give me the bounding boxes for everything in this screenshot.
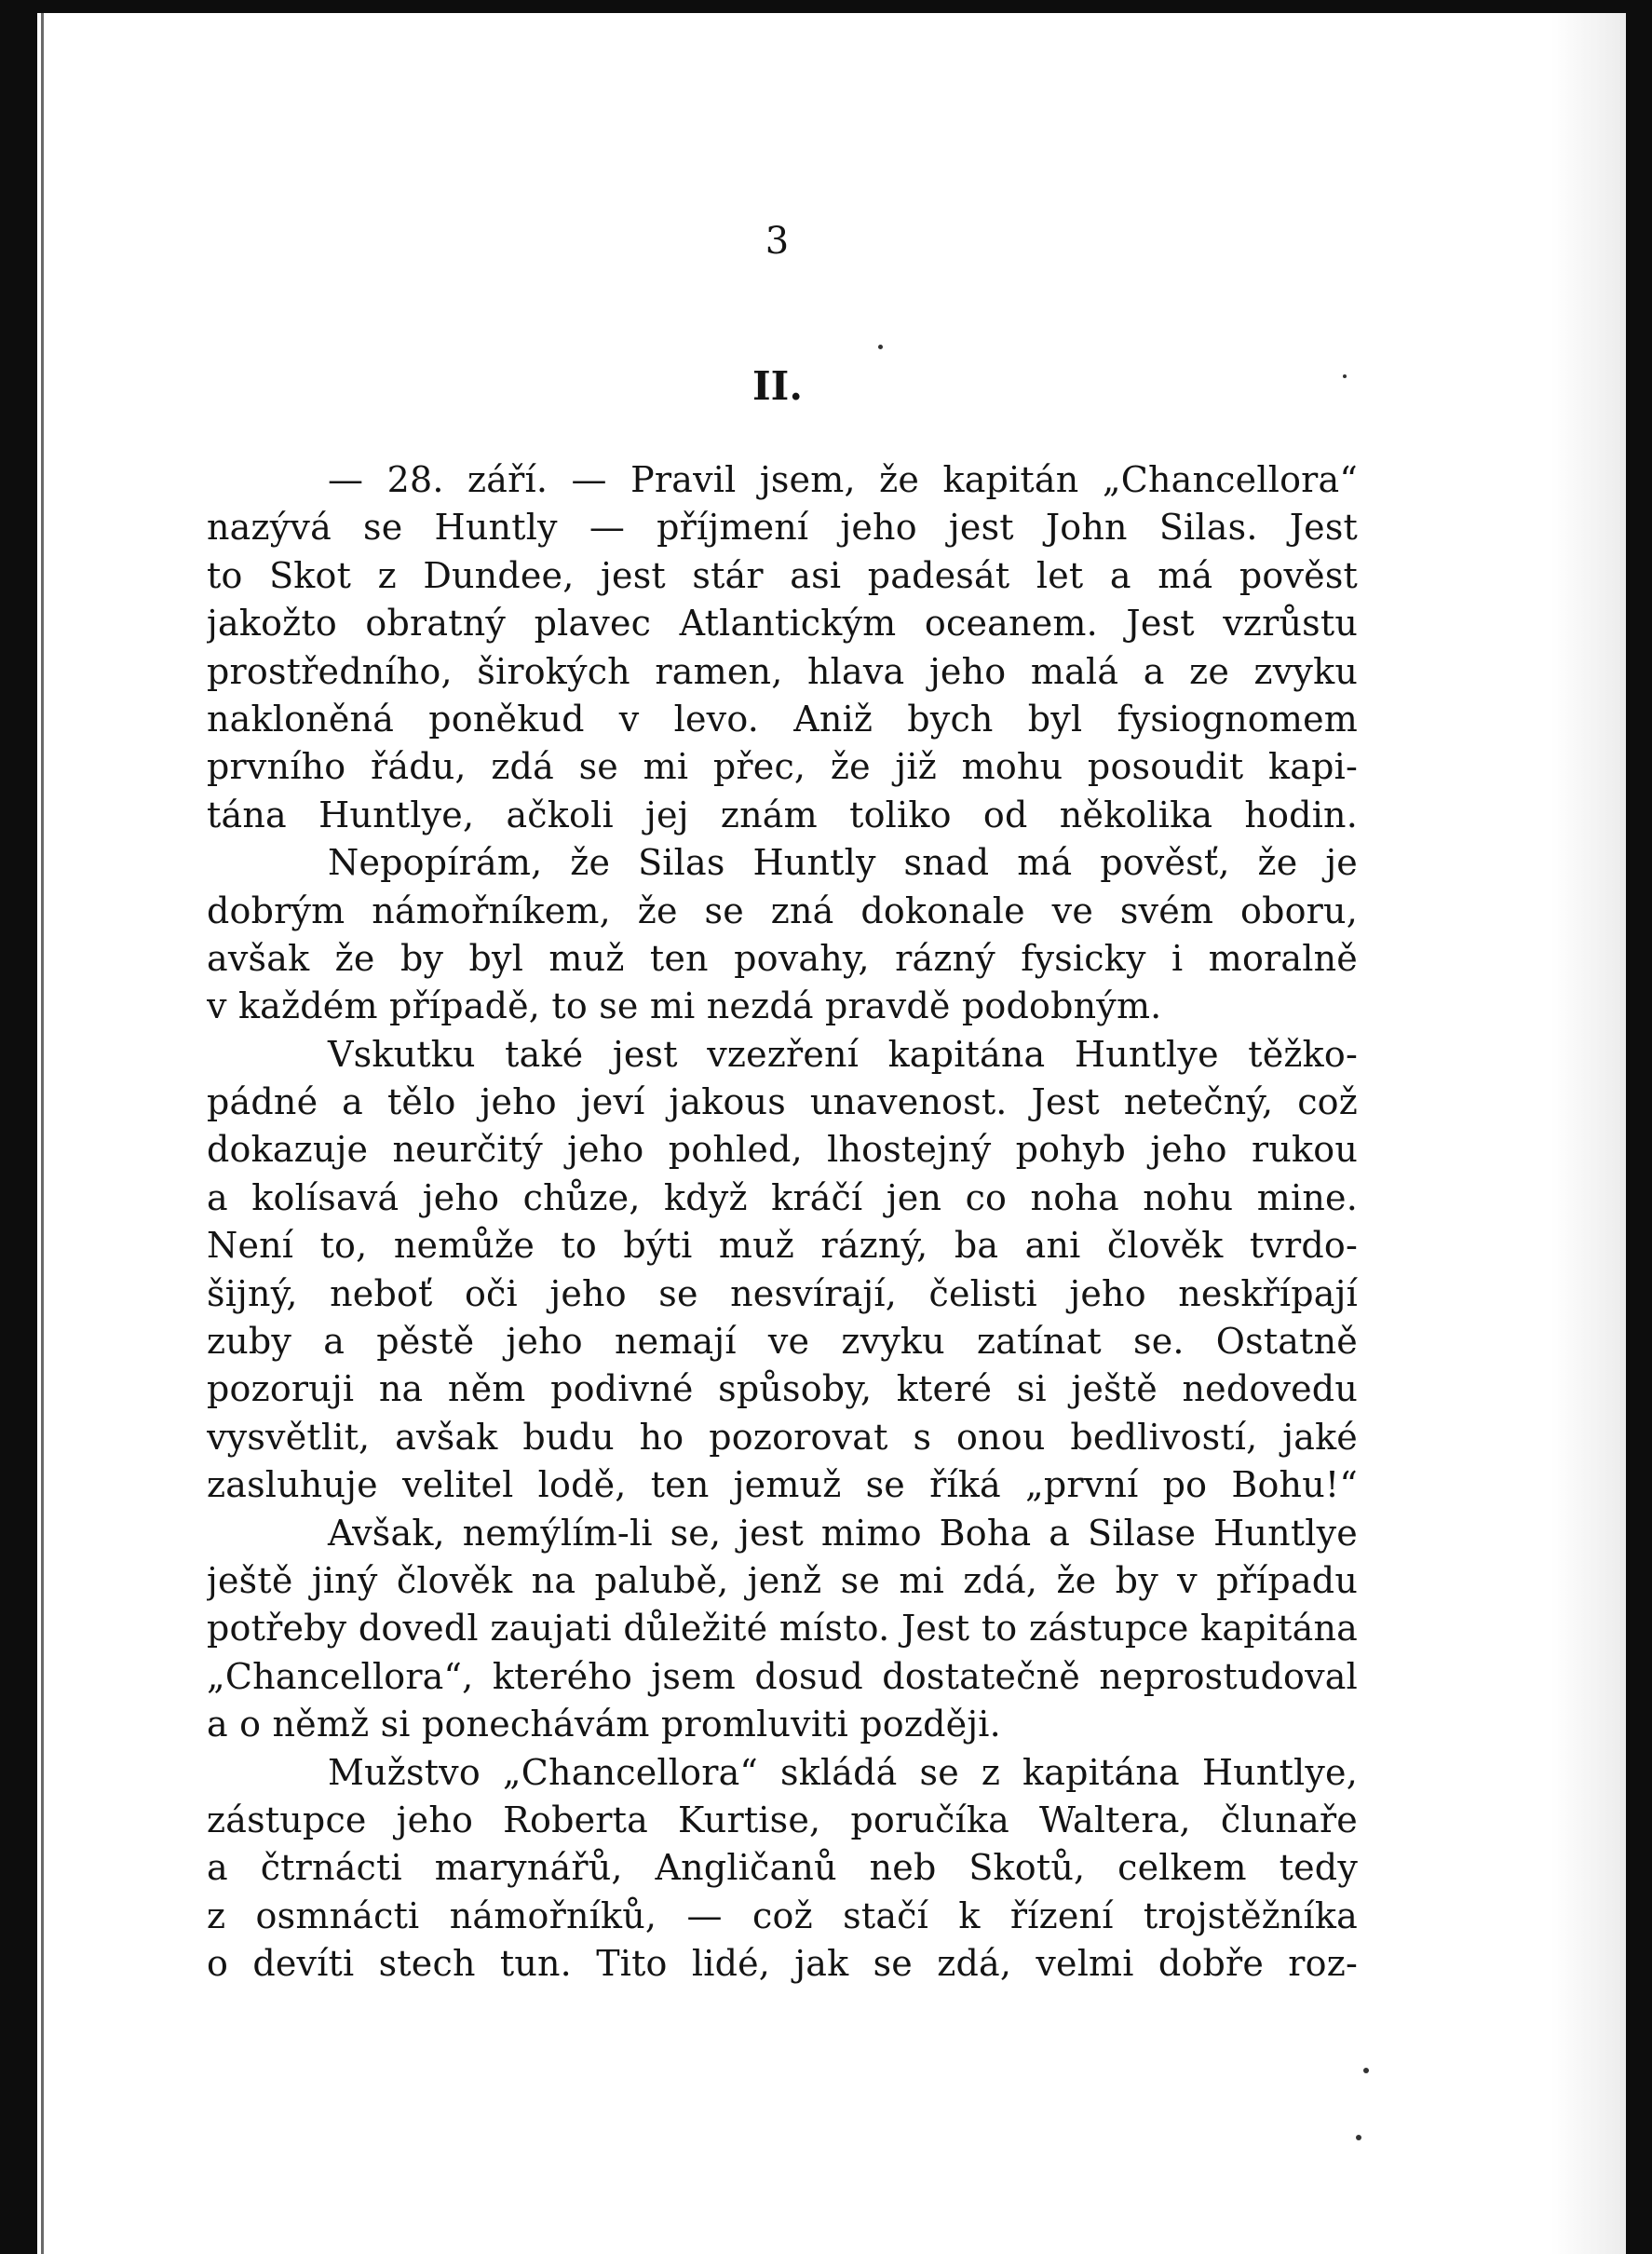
text-line: potřeby dovedl zaujati důležité místo. Jest to zástupce kapitána xyxy=(207,1608,1358,1650)
text-line: prostředního, širokých ramen, hlava jeho malá a ze zvyku xyxy=(207,650,1358,692)
scan-border-left xyxy=(0,0,37,2254)
text-line: Nepopírám, že Silas Huntly snad má pověsť, že je xyxy=(328,842,1358,884)
text-line: zástupce jeho Roberta Kurtise, poručíka Waltera, člunaře xyxy=(207,1799,1358,1840)
text-line: z osmnácti námořníků, — což stačí k řízení trojstěžníka xyxy=(207,1894,1358,1936)
text-line: ještě jiný člověk na palubě, jenž se mi zdá, že by v případu xyxy=(207,1559,1358,1601)
text-line: nakloněná poněkud v levo. Aniž bych byl fysiognomem xyxy=(207,698,1358,740)
text-line: avšak že by byl muž ten povahy, rázný fysicky i moralně xyxy=(207,937,1358,979)
text-line: zasluhuje velitel lodě, ten jemuž se říká „první po Bohu!“ xyxy=(207,1464,1358,1506)
text-line: jakožto obratný plavec Atlantickým oceanem. Jest vzrůstu xyxy=(207,603,1358,645)
text-line: a čtrnácti marynářů, Angličanů neb Skotů, celkem tedy xyxy=(207,1847,1358,1889)
scan-speck xyxy=(1363,2068,1369,2073)
text-line: pozoruji na něm podivné spůsoby, které si ještě nedovedu xyxy=(207,1368,1358,1410)
text-line: v každém případě, to se mi nezdá pravdě podobným. xyxy=(207,985,1162,1027)
text-line: o devíti stech tun. Tito lidé, jak se zdá, velmi dobře roz- xyxy=(207,1943,1358,1985)
text-line: prvního řádu, zdá se mi přec, že již mohu posoudit kapi- xyxy=(207,746,1358,788)
text-line: pádné a tělo jeho jeví jakous unavenost. Jest netečný, což xyxy=(207,1081,1358,1123)
text-line: Avšak, nemýlím-li se, jest mimo Boha a Silase Huntlye xyxy=(328,1512,1358,1554)
text-line: vysvětlit, avšak budu ho pozorovat s onou bedlivostí, jaké xyxy=(207,1416,1358,1458)
text-line: Vskutku také jest vzezření kapitána Huntlye těžko- xyxy=(328,1033,1358,1075)
text-line: nazývá se Huntly — příjmení jeho jest John Silas. Jest xyxy=(207,507,1358,549)
scan-border-right xyxy=(1626,0,1652,2254)
text-line: Mužstvo „Chancellora“ skládá se z kapitána Huntlye, xyxy=(328,1751,1358,1793)
text-line: — 28. září. — Pravil jsem, že kapitán „Chancellora“ xyxy=(328,459,1358,500)
text-line: „Chancellora“, kterého jsem dosud dostatečně neprostudoval xyxy=(207,1655,1358,1697)
scan-speck xyxy=(1356,2135,1361,2140)
page-number: 3 xyxy=(765,220,791,263)
text-line: a kolísavá jeho chůze, když kráčí jen co noha nohu mine. xyxy=(207,1176,1358,1218)
text-line: a o němž si ponechávám promluviti později. xyxy=(207,1704,1001,1745)
text-line: šijný, neboť oči jeho se nesvírají, čelisti jeho neskřípají xyxy=(207,1272,1358,1314)
text-line: dokazuje neurčitý jeho pohled, lhostejný pohyb jeho rukou xyxy=(207,1129,1358,1171)
text-line: zuby a pěstě jeho nemají ve zvyku zatínat se. Ostatně xyxy=(207,1321,1358,1363)
text-line: to Skot z Dundee, jest stár asi padesát let a má pověst xyxy=(207,554,1358,596)
text-line: dobrým námořníkem, že se zná dokonale ve svém oboru, xyxy=(207,889,1358,931)
scan-border-top xyxy=(0,0,1652,13)
scan-right-shade xyxy=(1551,13,1626,2254)
body-text xyxy=(207,456,1358,1989)
text-line: tána Huntlye, ačkoli jej znám toliko od několika hodin. xyxy=(207,794,1358,835)
scan-inner-line xyxy=(41,13,44,2254)
text-line: Není to, nemůže to býti muž rázný, ba ani člověk tvrdo- xyxy=(207,1225,1358,1267)
scan-speck xyxy=(878,345,883,349)
chapter-heading: II. xyxy=(752,363,803,409)
